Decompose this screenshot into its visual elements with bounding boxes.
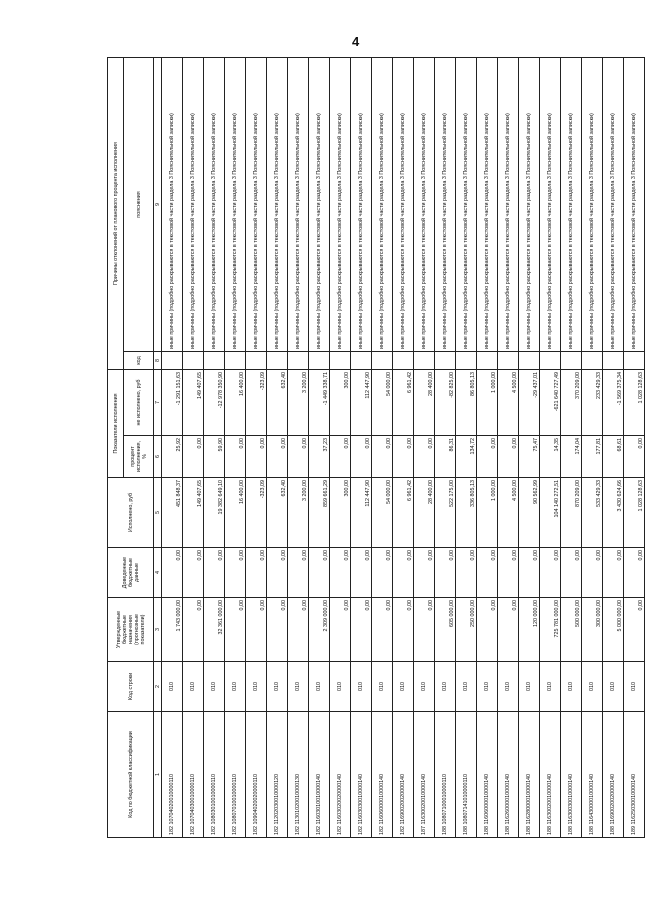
cell-code: 188 11606000010000140 (477, 712, 498, 838)
cell-percent: 68,61 (603, 436, 624, 478)
cell-not-executed: 149 407,65 (183, 370, 204, 436)
cell-explanation: иные причины (подробно раскрываются в текстовой части раздела 3 Пояснительной записки) (561, 57, 582, 351)
cell-brought: 0,00 (498, 548, 519, 598)
cell-code: 188 11628000010000140 (519, 712, 540, 838)
table-row (351, 57, 372, 837)
cell-code: 182 10807010010000110 (225, 712, 246, 838)
table-row (498, 57, 519, 837)
cell-line: 010 (435, 662, 456, 712)
col-number: 8 (154, 352, 162, 370)
cell-line: 010 (267, 662, 288, 712)
cell-reason-code (456, 352, 477, 370)
cell-line: 010 (183, 662, 204, 712)
table-row (624, 57, 645, 837)
header-reasons-group: Причины отклонений от планового процента исполнения (108, 57, 124, 369)
cell-percent: 0,00 (288, 436, 309, 478)
cell-explanation: иные причины (подробно раскрываются в текстовой части раздела 3 Пояснительной записки) (456, 57, 477, 351)
cell-line: 010 (498, 662, 519, 712)
cell-percent: 0,00 (498, 436, 519, 478)
col-number: 1 (154, 712, 162, 838)
table-row (561, 57, 582, 837)
cell-approved: 0,00 (477, 598, 498, 662)
cell-line: 010 (309, 662, 330, 712)
header-not-executed: не исполнено, руб (124, 370, 154, 436)
cell-percent: 0,00 (477, 436, 498, 478)
cell-explanation: иные причины (подробно раскрываются в текстовой части раздела 3 Пояснительной записки) (582, 57, 603, 351)
cell-executed: 1 028 128,63 (624, 478, 645, 548)
cell-brought: 0,00 (330, 548, 351, 598)
cell-approved: 605 000,00 (435, 598, 456, 662)
cell-approved: 0,00 (225, 598, 246, 662)
cell-reason-code (603, 352, 624, 370)
cell-percent: 0,00 (414, 436, 435, 478)
cell-percent: 0,00 (624, 436, 645, 478)
cell-brought: 0,00 (603, 548, 624, 598)
cell-percent: 0,00 (330, 436, 351, 478)
cell-not-executed: -1 291 151,63 (162, 370, 183, 436)
cell-brought: 0,00 (477, 548, 498, 598)
cell-executed: 859 661,29 (309, 478, 330, 548)
cell-code: 188 10807100010000110 (435, 712, 456, 838)
cell-not-executed: -82 825,00 (435, 370, 456, 436)
table-body (162, 57, 645, 837)
table-row (225, 57, 246, 837)
cell-approved: 0,00 (414, 598, 435, 662)
cell-explanation: иные причины (подробно раскрываются в текстовой части раздела 3 Пояснительной записки) (246, 57, 267, 351)
cell-executed: 451 848,37 (162, 478, 183, 548)
cell-explanation: иные причины (подробно раскрываются в текстовой части раздела 3 Пояснительной записки) (288, 57, 309, 351)
cell-reason-code (477, 352, 498, 370)
cell-executed: 104 140 272,51 (540, 478, 561, 548)
cell-approved: 0,00 (288, 598, 309, 662)
cell-code: 182 10704030010000110 (183, 712, 204, 838)
cell-brought: 0,00 (309, 548, 330, 598)
cell-percent: 0,00 (372, 436, 393, 478)
cell-line: 010 (624, 662, 645, 712)
cell-percent: 0,00 (351, 436, 372, 478)
cell-explanation: иные причины (подробно раскрываются в текстовой части раздела 3 Пояснительной записки) (162, 57, 183, 351)
cell-code: 189 11625030010000140 (624, 712, 645, 838)
cell-percent: 0,00 (267, 436, 288, 478)
cell-line: 010 (477, 662, 498, 712)
table-row (183, 57, 204, 837)
cell-brought: 0,00 (288, 548, 309, 598)
cell-reason-code (267, 352, 288, 370)
cell-approved: 2 309 000,00 (309, 598, 330, 662)
cell-brought: 0,00 (183, 548, 204, 598)
cell-brought: 0,00 (561, 548, 582, 598)
cell-executed: 112 447,90 (351, 478, 372, 548)
rotated-table-container (107, 58, 644, 838)
cell-code: 182 11603010010000140 (309, 712, 330, 838)
col-number: 4 (154, 548, 162, 598)
cell-brought: 0,00 (162, 548, 183, 598)
cell-reason-code (414, 352, 435, 370)
cell-reason-code (204, 352, 225, 370)
cell-executed: 3 200,00 (288, 478, 309, 548)
cell-approved: 0,00 (267, 598, 288, 662)
cell-approved: 32 361 000,00 (204, 598, 225, 662)
cell-brought: 0,00 (204, 548, 225, 598)
cell-code: 182 11690020020000140 (393, 712, 414, 838)
cell-explanation: иные причины (подробно раскрываются в текстовой части раздела 3 Пояснительной записки) (414, 57, 435, 351)
cell-brought: 0,00 (393, 548, 414, 598)
execution-table (107, 57, 645, 838)
cell-line: 010 (393, 662, 414, 712)
table-row (435, 57, 456, 837)
cell-code: 182 11603020020000140 (330, 712, 351, 838)
cell-brought: 0,00 (225, 548, 246, 598)
cell-line: 010 (204, 662, 225, 712)
cell-code: 182 11301020010000130 (288, 712, 309, 838)
cell-approved: 0,00 (351, 598, 372, 662)
cell-brought: 0,00 (456, 548, 477, 598)
cell-not-executed: 54 000,00 (372, 370, 393, 436)
cell-percent: 177,81 (582, 436, 603, 478)
cell-line: 010 (372, 662, 393, 712)
table-row (582, 57, 603, 837)
cell-code: 182 11606000010000140 (372, 712, 393, 838)
table-row (540, 57, 561, 837)
col-number: 7 (154, 370, 162, 436)
cell-brought: 0,00 (435, 548, 456, 598)
cell-executed: 6 961,42 (393, 478, 414, 548)
table-row (603, 57, 624, 837)
cell-executed: 336 805,13 (456, 478, 477, 548)
cell-executed: 533 429,33 (582, 478, 603, 548)
cell-percent: 0,00 (225, 436, 246, 478)
cell-executed: 1 000,00 (477, 478, 498, 548)
cell-explanation: иные причины (подробно раскрываются в текстовой части раздела 3 Пояснительной записки) (393, 57, 414, 351)
table-row (456, 57, 477, 837)
cell-explanation: иные причины (подробно раскрываются в текстовой части раздела 3 Пояснительной записки) (519, 57, 540, 351)
header-reason-code: код (124, 352, 154, 370)
cell-percent: 0,00 (246, 436, 267, 478)
header-approved: Утвержденные бюджетные назначения (прогнозные показатели) (108, 598, 154, 662)
cell-reason-code (561, 352, 582, 370)
cell-reason-code (624, 352, 645, 370)
cell-code: 188 11630030010000140 (561, 712, 582, 838)
cell-code: 182 11603030010000140 (351, 712, 372, 838)
cell-explanation: иные причины (подробно раскрываются в текстовой части раздела 3 Пояснительной записки) (603, 57, 624, 351)
cell-not-executed: -1 569 375,34 (603, 370, 624, 436)
cell-reason-code (372, 352, 393, 370)
cell-line: 010 (603, 662, 624, 712)
cell-not-executed: 6 961,42 (393, 370, 414, 436)
cell-explanation: иные причины (подробно раскрываются в текстовой части раздела 3 Пояснительной записки) (183, 57, 204, 351)
cell-executed: 870 209,00 (561, 478, 582, 548)
cell-line: 010 (246, 662, 267, 712)
cell-not-executed: 233 429,33 (582, 370, 603, 436)
table-row (330, 57, 351, 837)
cell-not-executed: 3 200,00 (288, 370, 309, 436)
cell-brought: 0,00 (624, 548, 645, 598)
cell-line: 010 (330, 662, 351, 712)
cell-explanation: иные причины (подробно раскрываются в текстовой части раздела 3 Пояснительной записки) (351, 57, 372, 351)
cell-explanation: иные причины (подробно раскрываются в текстовой части раздела 3 Пояснительной записки) (330, 57, 351, 351)
cell-executed: 19 382 649,10 (204, 478, 225, 548)
cell-not-executed: 112 447,90 (351, 370, 372, 436)
cell-line: 010 (456, 662, 477, 712)
cell-line: 010 (162, 662, 183, 712)
cell-code: 188 10807141010000110 (456, 712, 477, 838)
table-row (519, 57, 540, 837)
col-number: 3 (154, 598, 162, 662)
cell-explanation: иные причины (подробно раскрываются в текстовой части раздела 3 Пояснительной записки) (309, 57, 330, 351)
cell-reason-code (330, 352, 351, 370)
cell-reason-code (309, 352, 330, 370)
cell-brought: 0,00 (519, 548, 540, 598)
cell-not-executed: 86 805,13 (456, 370, 477, 436)
cell-percent: 75,47 (519, 436, 540, 478)
cell-reason-code (162, 352, 183, 370)
cell-brought: 0,00 (351, 548, 372, 598)
cell-code: 188 11690020020000140 (603, 712, 624, 838)
cell-executed: 54 000,00 (372, 478, 393, 548)
cell-executed: -323,09 (246, 478, 267, 548)
cell-executed: 90 562,99 (519, 478, 540, 548)
cell-approved: 0,00 (330, 598, 351, 662)
cell-executed: 522 175,00 (435, 478, 456, 548)
cell-code: 188 11630020010000140 (540, 712, 561, 838)
cell-approved: 725 781 000,00 (540, 598, 561, 662)
cell-reason-code (246, 352, 267, 370)
cell-code: 188 11643000010000140 (582, 712, 603, 838)
cell-not-executed: 370 209,00 (561, 370, 582, 436)
cell-approved: 250 000,00 (456, 598, 477, 662)
cell-line: 010 (582, 662, 603, 712)
cell-line: 010 (225, 662, 246, 712)
header-explanation: пояснения (124, 57, 154, 351)
cell-not-executed: 4 500,00 (498, 370, 519, 436)
header-percent: процент исполнения, % (124, 436, 154, 478)
cell-approved: 5 000 000,00 (603, 598, 624, 662)
cell-not-executed: 16 400,00 (225, 370, 246, 436)
cell-explanation: иные причины (подробно раскрываются в текстовой части раздела 3 Пояснительной записки) (267, 57, 288, 351)
cell-approved: 120 000,00 (519, 598, 540, 662)
cell-not-executed: -1 449 338,71 (309, 370, 330, 436)
table-row (204, 57, 225, 837)
cell-not-executed: 300,00 (330, 370, 351, 436)
cell-percent: 37,23 (309, 436, 330, 478)
cell-brought: 0,00 (540, 548, 561, 598)
cell-executed: 300,00 (330, 478, 351, 548)
cell-code: 182 11202030010000120 (267, 712, 288, 838)
cell-reason-code (183, 352, 204, 370)
cell-reason-code (393, 352, 414, 370)
cell-not-executed: 1 000,00 (477, 370, 498, 436)
col-number: 5 (154, 478, 162, 548)
cell-line: 010 (414, 662, 435, 712)
cell-line: 010 (351, 662, 372, 712)
cell-not-executed: 1 028 128,63 (624, 370, 645, 436)
cell-brought: 0,00 (246, 548, 267, 598)
cell-percent: 174,04 (561, 436, 582, 478)
cell-approved: 0,00 (183, 598, 204, 662)
table-row (477, 57, 498, 837)
cell-code: 182 10704020010000110 (162, 712, 183, 838)
cell-explanation: иные причины (подробно раскрываются в текстовой части раздела 3 Пояснительной записки) (624, 57, 645, 351)
cell-explanation: иные причины (подробно раскрываются в текстовой части раздела 3 Пояснительной записки) (435, 57, 456, 351)
cell-not-executed: -29 437,01 (519, 370, 540, 436)
table-row (162, 57, 183, 837)
col-number: 9 (154, 57, 162, 351)
cell-reason-code (519, 352, 540, 370)
cell-approved: 1 743 000,00 (162, 598, 183, 662)
cell-approved: 0,00 (246, 598, 267, 662)
table-row (414, 57, 435, 837)
cell-line: 010 (519, 662, 540, 712)
cell-executed: 16 400,00 (225, 478, 246, 548)
cell-brought: 0,00 (414, 548, 435, 598)
table-row (393, 57, 414, 837)
page-number: 4 (352, 34, 360, 49)
cell-line: 010 (561, 662, 582, 712)
cell-approved: 0,00 (498, 598, 519, 662)
cell-percent: 0,00 (183, 436, 204, 478)
cell-brought: 0,00 (267, 548, 288, 598)
cell-line: 010 (540, 662, 561, 712)
cell-line: 010 (288, 662, 309, 712)
cell-reason-code (582, 352, 603, 370)
cell-approved: 500 000,00 (561, 598, 582, 662)
cell-percent: 14,35 (540, 436, 561, 478)
cell-explanation: иные причины (подробно раскрываются в текстовой части раздела 3 Пояснительной записки) (204, 57, 225, 351)
cell-executed: 3 430 624,66 (603, 478, 624, 548)
col-number: 2 (154, 662, 162, 712)
header-row-code: Код строки (108, 662, 154, 712)
cell-not-executed: -12 978 350,90 (204, 370, 225, 436)
cell-executed: 632,40 (267, 478, 288, 548)
table-row (246, 57, 267, 837)
cell-reason-code (435, 352, 456, 370)
header-executed: Исполнено, руб (108, 478, 154, 548)
cell-explanation: иные причины (подробно раскрываются в текстовой части раздела 3 Пояснительной записки) (225, 57, 246, 351)
header-indicators-group: Показатели исполнения (108, 370, 124, 478)
cell-code: 188 11626000010000140 (498, 712, 519, 838)
col-number: 6 (154, 436, 162, 478)
table-row (267, 57, 288, 837)
table-row (309, 57, 330, 837)
cell-reason-code (288, 352, 309, 370)
cell-reason-code (540, 352, 561, 370)
cell-executed: 28 400,00 (414, 478, 435, 548)
cell-percent: 25,92 (162, 436, 183, 478)
table-row (288, 57, 309, 837)
cell-executed: 149 407,65 (183, 478, 204, 548)
cell-not-executed: -621 640 727,49 (540, 370, 561, 436)
cell-percent: 134,72 (456, 436, 477, 478)
cell-not-executed: -323,09 (246, 370, 267, 436)
cell-brought: 0,00 (372, 548, 393, 598)
cell-explanation: иные причины (подробно раскрываются в текстовой части раздела 3 Пояснительной записки) (372, 57, 393, 351)
cell-percent: 86,31 (435, 436, 456, 478)
cell-approved: 300 000,00 (582, 598, 603, 662)
cell-explanation: иные причины (подробно раскрываются в текстовой части раздела 3 Пояснительной записки) (477, 57, 498, 351)
header-brought: Доведенные бюджетные данные (108, 548, 154, 598)
cell-percent: 0,00 (393, 436, 414, 478)
cell-code: 182 10803010010000110 (204, 712, 225, 838)
cell-approved: 0,00 (393, 598, 414, 662)
cell-approved: 0,00 (372, 598, 393, 662)
cell-reason-code (498, 352, 519, 370)
cell-executed: 4 500,00 (498, 478, 519, 548)
cell-explanation: иные причины (подробно раскрываются в текстовой части раздела 3 Пояснительной записки) (540, 57, 561, 351)
cell-percent: 59,90 (204, 436, 225, 478)
cell-code: 187 11630020010000140 (414, 712, 435, 838)
cell-reason-code (351, 352, 372, 370)
cell-reason-code (225, 352, 246, 370)
cell-code: 182 10904020020000110 (246, 712, 267, 838)
cell-approved: 0,00 (624, 598, 645, 662)
table-row (372, 57, 393, 837)
cell-not-executed: 632,40 (267, 370, 288, 436)
cell-explanation: иные причины (подробно раскрываются в текстовой части раздела 3 Пояснительной записки) (498, 57, 519, 351)
header-code: Код по бюджетной классификации (108, 712, 154, 838)
cell-brought: 0,00 (582, 548, 603, 598)
cell-not-executed: 28 400,00 (414, 370, 435, 436)
